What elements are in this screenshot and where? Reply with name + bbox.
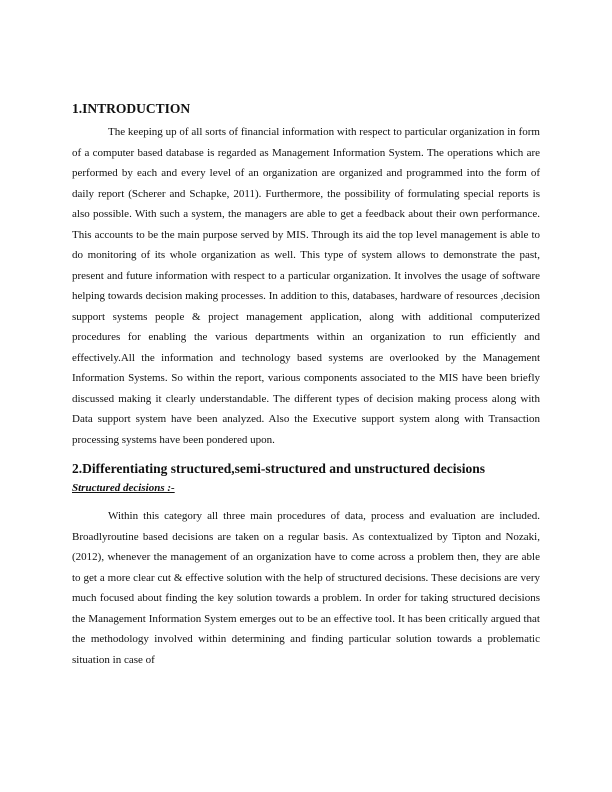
structured-decisions-paragraph: Within this category all three main procedures of data, process and evaluation are included. Broadlyroutine based decisions are taken on a regular basis. As contextualized by Tipton and Nozaki, (2012), whenever the management of an organization have to come across a problem then, they are able to get a more clear cut & effective solution with the help of structured decisions. These decisions are very much focused about finding the key solution towards a problem. In order for taking structured decisions the Management Information System emerges out to be an effective tool. It has been critically argued that the methodology involved within determining and finding particular solution towards a problematic situation in case of [72,510,540,666]
introduction-paragraph: The keeping up of all sorts of financial information with respect to particular organization in form of a computer based database is regarded as Management Information System. The operations which are performed by each and every level of an organization are organized and programmed into the form of daily report (Scherer and Schapke, 2011). Furthermore, the possibility of formulating special reports is also possible. With such a system, the managers are able to get a feedback about their own performance. This accounts to be the main purpose served by MIS. Through its aid the top level management is able to do monitoring of its whole organization as well. This type of system allows to demonstrate the past, present and future information with respect to a particular organization. It involves the usage of software helping towards decision making processes. In addition to this, databases, hardware of resources ,decision support systems people & project management application, along with additional computerized procedures for enabling the various departments within an organization to run efficiently and effectively.All the information and technology based systems are overlooked by the Management Information Systems. So within the report, various components associated to the MIS have been briefly discussed making it clearly understandable. The different types of decision making process along with Data support system have been analyzed. Also the Executive support system along with Transaction processing systems have been pondered upon. [72,126,540,446]
decisions-section-heading: 2.Differentiating structured,semi-structured and unstructured decisions [72,461,485,476]
structured-decisions-subheading: Structured decisions :- [72,482,175,494]
document-content [72,100,540,670]
introduction-heading: 1.INTRODUCTION [72,101,191,116]
